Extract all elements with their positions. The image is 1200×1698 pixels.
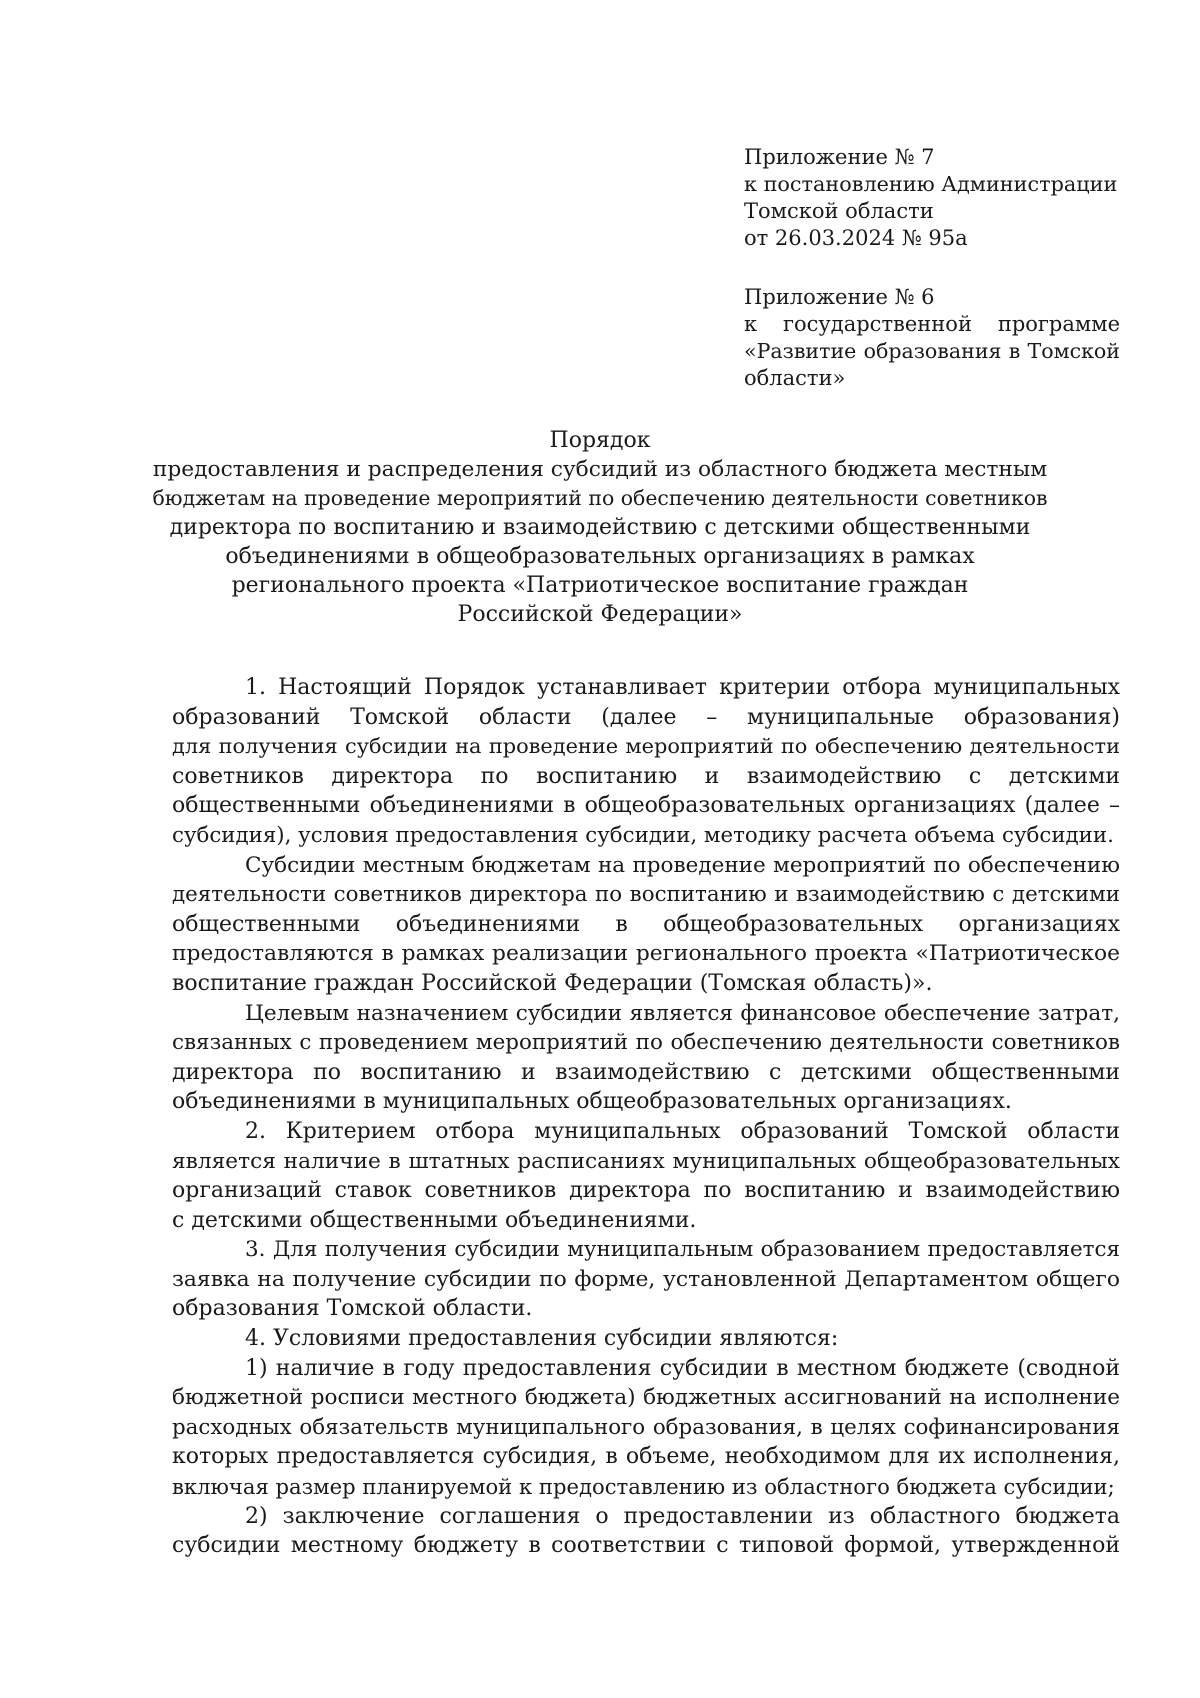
body-line: расходных обязательств муниципального образования, в целях софинансирования: [172, 1414, 1120, 1440]
annex-7-line: к постановлению Администрации: [744, 172, 1118, 196]
body-line: образования Томской области.: [172, 1296, 533, 1322]
body-line: связанных с проведением мероприятий по обеспечению деятельности советников: [172, 1030, 1120, 1056]
body-line: советников директора по воспитанию и взаимодействию с детскими: [172, 763, 1120, 789]
body-line: Субсидии местным бюджетам на проведение мероприятий по обеспечению: [245, 852, 1120, 878]
body-line: заявка на получение субсидии по форме, установленной Департаментом общего: [172, 1266, 1120, 1292]
annex-7-header: [744, 144, 1120, 252]
body-line: 2) заключение соглашения о предоставлении из областного бюджета: [245, 1503, 1120, 1529]
body-line: 4. Условиями предоставления субсидии являются:: [245, 1326, 839, 1352]
body-line: субсидия), условия предоставления субсидии, методику расчета объема субсидии.: [172, 822, 1114, 848]
body-line: воспитание граждан Российской Федерации (Томская область)».: [172, 970, 933, 996]
body-line: 3. Для получения субсидии муниципальным образованием предоставляется: [245, 1237, 1120, 1263]
body-line: общественными объединениями в общеобразовательных организациях: [172, 911, 1120, 937]
body-line: 2. Критерием отбора муниципальных образований Томской области: [245, 1118, 1120, 1144]
title-line: Порядок: [549, 428, 651, 453]
annex-7-line: Приложение № 7: [744, 145, 935, 169]
title-line: регионального проекта «Патриотическое воспитание граждан: [231, 573, 969, 598]
body-line: субсидии местному бюджету в соответствии с типовой формой, утвержденной: [172, 1533, 1120, 1559]
body-line: объединениями в муниципальных общеобразовательных организациях.: [172, 1089, 1012, 1115]
title-line: бюджетам на проведение мероприятий по обеспечению деятельности советников: [152, 486, 1048, 510]
body-line: общественными объединениями в общеобразовательных организациях (далее –: [172, 793, 1120, 819]
body-line: образований Томской области (далее – муниципальные образования): [172, 704, 1120, 730]
body-line: которых предоставляется субсидия, в объеме, необходимом для их исполнения,: [172, 1444, 1120, 1470]
annex-7-line: Томской области: [744, 199, 934, 223]
document-body: [172, 673, 1120, 1561]
body-line: бюджетной росписи местного бюджета) бюджетных ассигнований на исполнение: [172, 1385, 1120, 1411]
body-line: организаций ставок советников директора по воспитанию и взаимодействию: [172, 1178, 1120, 1204]
body-line: является наличие в штатных расписаниях муниципальных общеобразовательных: [172, 1148, 1120, 1174]
body-line: включая размер планируемой к предоставлению из областного бюджета субсидии;: [172, 1474, 1115, 1500]
annex-6-header: [744, 284, 1120, 392]
document-title: [150, 426, 1050, 629]
title-line: предоставления и распределения субсидий из областного бюджета местным: [152, 457, 1048, 482]
body-line: предоставляются в рамках реализации регионального проекта «Патриотическое: [172, 941, 1120, 967]
annex-6-line: к государственной программе: [744, 312, 1120, 336]
body-line: для получения субсидии на проведение мероприятий по обеспечению деятельности: [172, 734, 1120, 759]
annex-6-line: «Развитие образования в Томской: [744, 339, 1120, 363]
body-line: 1) наличие в году предоставления субсидии в местном бюджете (сводной: [245, 1355, 1120, 1381]
body-line: деятельности советников директора по воспитанию и взаимодействию с детскими: [172, 882, 1120, 908]
annex-7-line: от 26.03.2024 № 95а: [744, 226, 968, 250]
body-line: директора по воспитанию и взаимодействию с детскими общественными: [172, 1059, 1120, 1085]
title-line: Российской Федерации»: [457, 602, 743, 627]
title-line: директора по воспитанию и взаимодействию с детскими общественными: [169, 515, 1031, 540]
body-line: с детскими общественными объединениями.: [172, 1207, 697, 1233]
title-line: объединениями в общеобразовательных организациях в рамках: [225, 544, 975, 569]
body-line: Целевым назначением субсидии является финансовое обеспечение затрат,: [245, 1000, 1120, 1026]
annex-6-line: области»: [744, 366, 846, 390]
body-line: 1. Настоящий Порядок устанавливает критерии отбора муниципальных: [245, 675, 1120, 700]
annex-6-line: Приложение № 6: [744, 285, 935, 309]
